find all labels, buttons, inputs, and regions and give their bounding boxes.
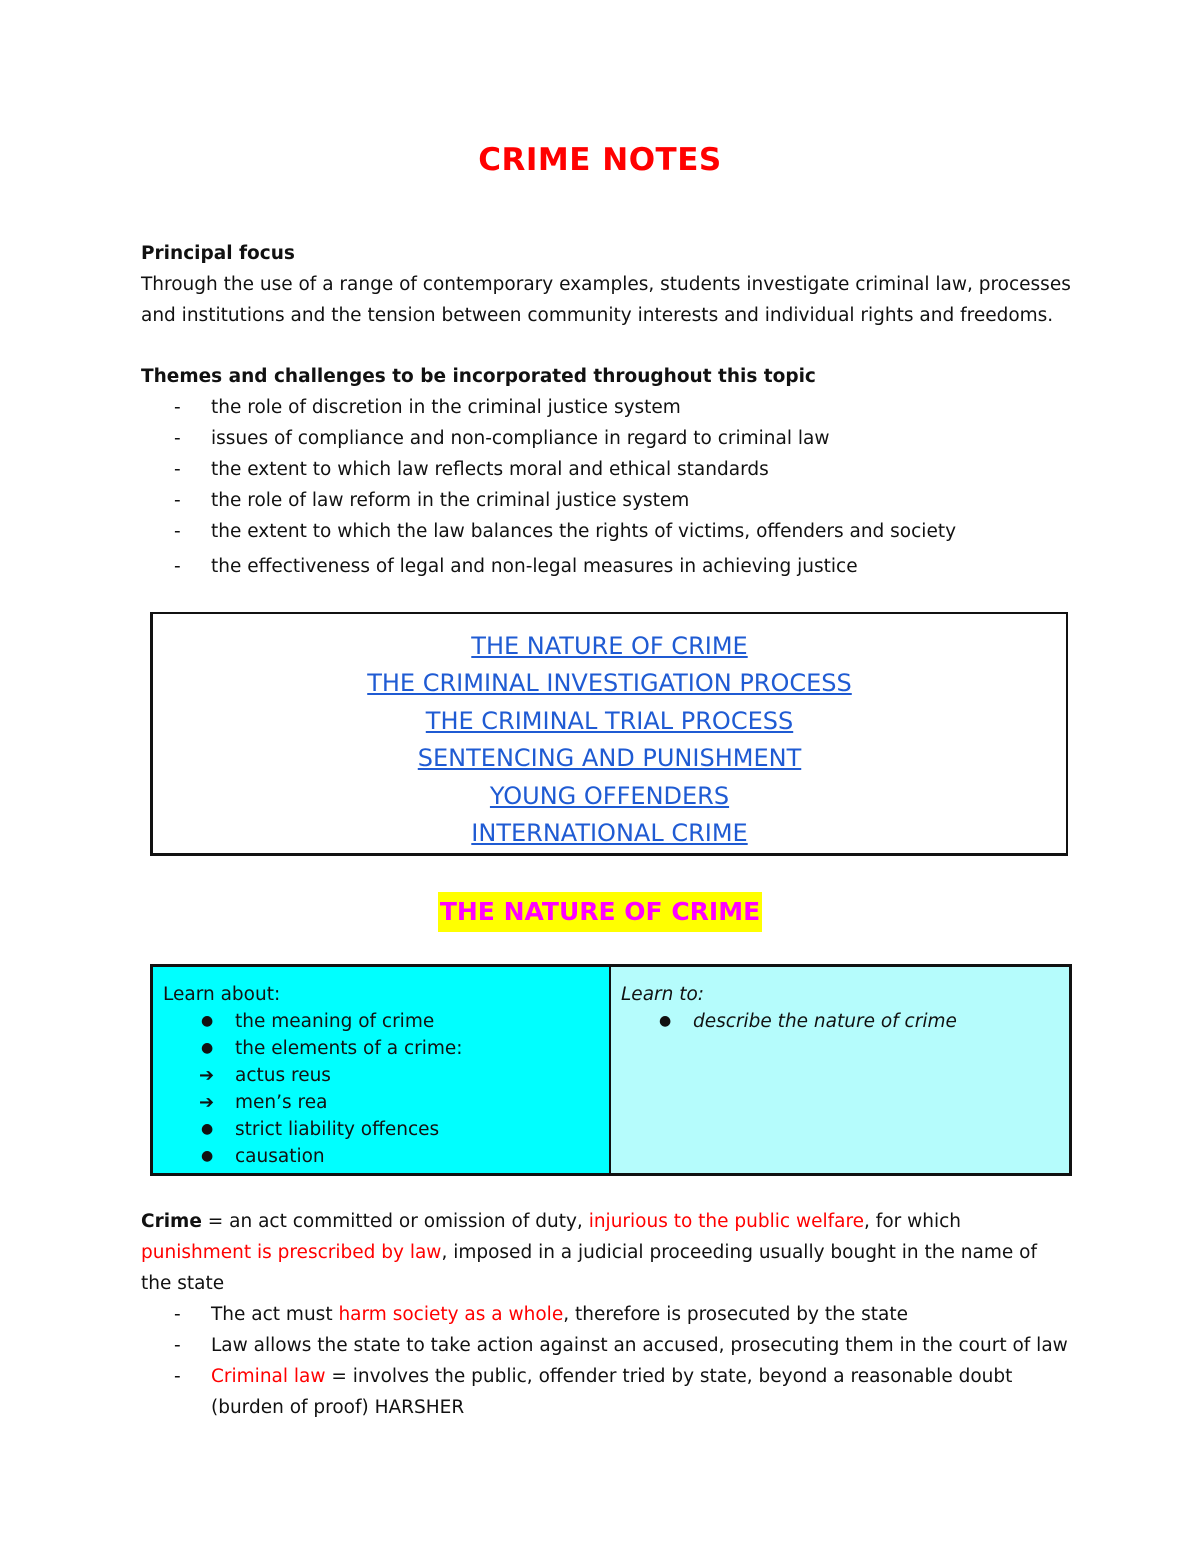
list-item-text: issues of compliance and non-compliance in regard to criminal law [211,428,830,449]
dash-bullet: - [174,1335,181,1356]
learn-to-list [621,1008,1069,1035]
list-item-text: the extent to which law reflects moral and ethical standards [211,459,769,480]
dash-bullet: - [174,397,181,418]
list-item-highlight: Criminal law [211,1366,326,1387]
list-item [163,1089,609,1116]
crime-definition-section [141,1206,1071,1423]
list-item-text: the role of law reform in the criminal justice system [211,490,690,511]
list-item [141,423,1071,454]
dash-bullet: - [174,556,181,577]
definition-highlight: punishment is prescribed by law [141,1242,442,1263]
toc-link-sentencing[interactable]: SENTENCING AND PUNISHMENT [417,744,802,773]
learn-about-heading: Learn about: [163,984,281,1005]
dash-bullet: - [174,1366,181,1387]
toc-link-young-offenders[interactable]: YOUNG OFFENDERS [489,781,730,810]
learn-to-heading: Learn to: [621,984,705,1005]
list-item-text: the role of discretion in the criminal justice system [211,397,681,418]
themes-list [141,392,1071,582]
toc-link-international-crime[interactable]: INTERNATIONAL CRIME [471,819,748,848]
list-item-text: men’s rea [235,1092,328,1113]
dash-bullet: - [174,459,181,480]
list-item-text: = involves the public, offender tried by state, beyond a reasonable doubt (burden of proof) HARSHER [211,1366,1013,1418]
list-item [163,1035,609,1062]
toc-link-criminal-investigation[interactable]: THE CRIMINAL INVESTIGATION PROCESS [367,669,852,698]
list-item [141,1361,1071,1423]
list-item [141,1330,1071,1361]
crime-definition [141,1206,1071,1299]
definition-text: = an act committed or omission of duty, [201,1211,589,1232]
list-item-text: the effectiveness of legal and non-legal measures in achieving justice [211,556,858,577]
dash-bullet: - [174,1304,181,1325]
list-item [163,1143,609,1170]
bullet-icon: ● [201,1013,214,1029]
list-item-text: causation [235,1146,325,1167]
list-item-text: strict liability offences [235,1119,440,1140]
arrow-icon: ➔ [199,1065,215,1086]
toc-link-criminal-trial[interactable]: THE CRIMINAL TRIAL PROCESS [425,706,794,735]
bullet-icon: ● [659,1013,672,1029]
list-item-text: The act must [211,1304,339,1325]
table-of-contents [150,612,1068,856]
arrow-icon: ➔ [199,1092,215,1113]
crime-term: Crime [141,1211,202,1232]
definition-text: , imposed in a judicial proceeding usually bought in the name of the state [141,1242,1037,1294]
bullet-icon: ● [201,1121,214,1137]
page-title: CRIME NOTES [478,142,722,178]
definition-highlight: injurious to the public welfare [588,1211,865,1232]
section-title-row [0,892,1200,932]
list-item-text: the elements of a crime: [235,1038,463,1059]
crime-points-list [141,1299,1071,1423]
list-item [141,551,1071,582]
principal-focus-section [141,238,1071,331]
list-item-text: , therefore is prosecuted by the state [563,1304,908,1325]
learn-table [150,964,1072,1176]
themes-heading: Themes and challenges to be incorporated throughout this topic [141,366,816,387]
toc-link-nature-of-crime[interactable]: THE NATURE OF CRIME [471,632,748,660]
bullet-icon: ● [201,1040,214,1056]
list-item [141,454,1071,485]
dash-bullet: - [174,428,181,449]
list-item [141,516,1071,547]
principal-focus-heading: Principal focus [141,243,295,264]
list-item [163,1116,609,1143]
list-item-text: the extent to which the law balances the rights of victims, offenders and society [211,521,957,542]
definition-text: , for which [864,1211,962,1232]
learn-about-cell [153,967,611,1173]
learn-to-cell [611,967,1069,1173]
bullet-icon: ● [201,1148,214,1164]
list-item [141,1299,1071,1330]
list-item [141,392,1071,423]
list-item [621,1008,1069,1035]
list-item-text: actus reus [235,1065,331,1086]
list-item-text: Law allows the state to take action against an accused, prosecuting them in the court of law [211,1335,1068,1356]
themes-section [141,361,1071,582]
list-item [163,1062,609,1089]
dash-bullet: - [174,521,181,542]
list-item [141,485,1071,516]
principal-focus-body: Through the use of a range of contemporary examples, students investigate criminal law, processes and institutions and the tension between community interests and individual rights and freedoms. [141,274,1071,326]
list-item [163,1008,609,1035]
list-item-text: describe the nature of crime [693,1011,957,1032]
section-title: THE NATURE OF CRIME [438,892,762,932]
learn-about-list [163,1008,609,1170]
dash-bullet: - [174,490,181,511]
list-item-text: the meaning of crime [235,1011,435,1032]
list-item-highlight: harm society as a whole [338,1304,564,1325]
